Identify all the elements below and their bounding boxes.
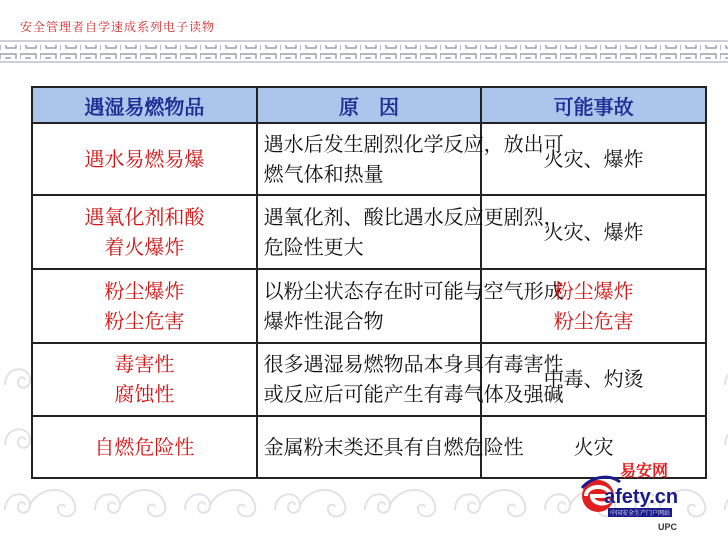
item-text: 粉尘危害 [104, 308, 185, 333]
header-item: 遇湿易燃物品 [32, 87, 257, 123]
document-title: 安全管理者自学速成系列电子读物 [20, 20, 216, 34]
logo-cn-name: 易安网 [620, 461, 669, 480]
item-cell [32, 123, 257, 195]
table-row [32, 343, 706, 417]
reason-cell [257, 269, 564, 343]
item-text: 着火爆炸 [104, 234, 185, 259]
table-row [32, 269, 706, 343]
item-cell [32, 343, 257, 417]
logo-url: afety.cn [604, 486, 679, 508]
item-text: 自燃危险性 [94, 435, 195, 460]
accident-text: 粉尘危害 [553, 308, 634, 333]
item-text: 遇水易燃易爆 [84, 146, 205, 171]
reason-cell [257, 123, 564, 195]
logo-tagline: 中国安全生产门户网站 [610, 510, 671, 517]
hazard-table [31, 86, 707, 479]
item-cell [32, 195, 257, 269]
item-text: 腐蚀性 [114, 382, 175, 407]
accident-text: 火灾、爆炸 [543, 146, 644, 171]
item-cell [32, 416, 257, 478]
reason-text: 以粉尘状态存在时可能与空气形成 [263, 278, 564, 303]
reason-cell [257, 195, 564, 269]
decorative-border-top [0, 38, 728, 68]
table-row [32, 195, 706, 269]
table-header-row [32, 87, 706, 123]
reason-cell [257, 416, 524, 478]
accident-text: 火灾、爆炸 [543, 219, 644, 244]
accident-text: 中毒、灼烫 [543, 367, 644, 392]
footer-mark: UPC [658, 522, 678, 532]
reason-text: 很多遇湿易燃物品本身具有毒害性 [263, 352, 564, 377]
accident-text: 火灾 [573, 435, 614, 460]
item-cell [32, 269, 257, 343]
item-text: 遇氧化剂和酸 [84, 204, 205, 229]
reason-text: 遇水后发生剧烈化学反应，放出可 [263, 131, 564, 156]
accident-text: 粉尘爆炸 [553, 278, 634, 303]
reason-text: 遇氧化剂、酸比遇水反应更剧烈， [263, 204, 564, 229]
reason-text: 爆炸性混合物 [263, 308, 384, 333]
table-row [32, 123, 706, 195]
reason-text: 燃气体和热量 [263, 161, 384, 186]
header-accident: 可能事故 [481, 87, 706, 123]
item-text: 粉尘爆炸 [104, 278, 185, 303]
item-text: 毒害性 [114, 352, 175, 377]
reason-text: 或反应后可能产生有毒气体及强碱 [263, 382, 564, 407]
reason-text: 危险性更大 [263, 234, 364, 259]
header-reason: 原 因 [257, 87, 482, 123]
reason-cell [257, 343, 564, 417]
reason-text: 金属粉末类还具有自燃危险性 [263, 435, 524, 460]
